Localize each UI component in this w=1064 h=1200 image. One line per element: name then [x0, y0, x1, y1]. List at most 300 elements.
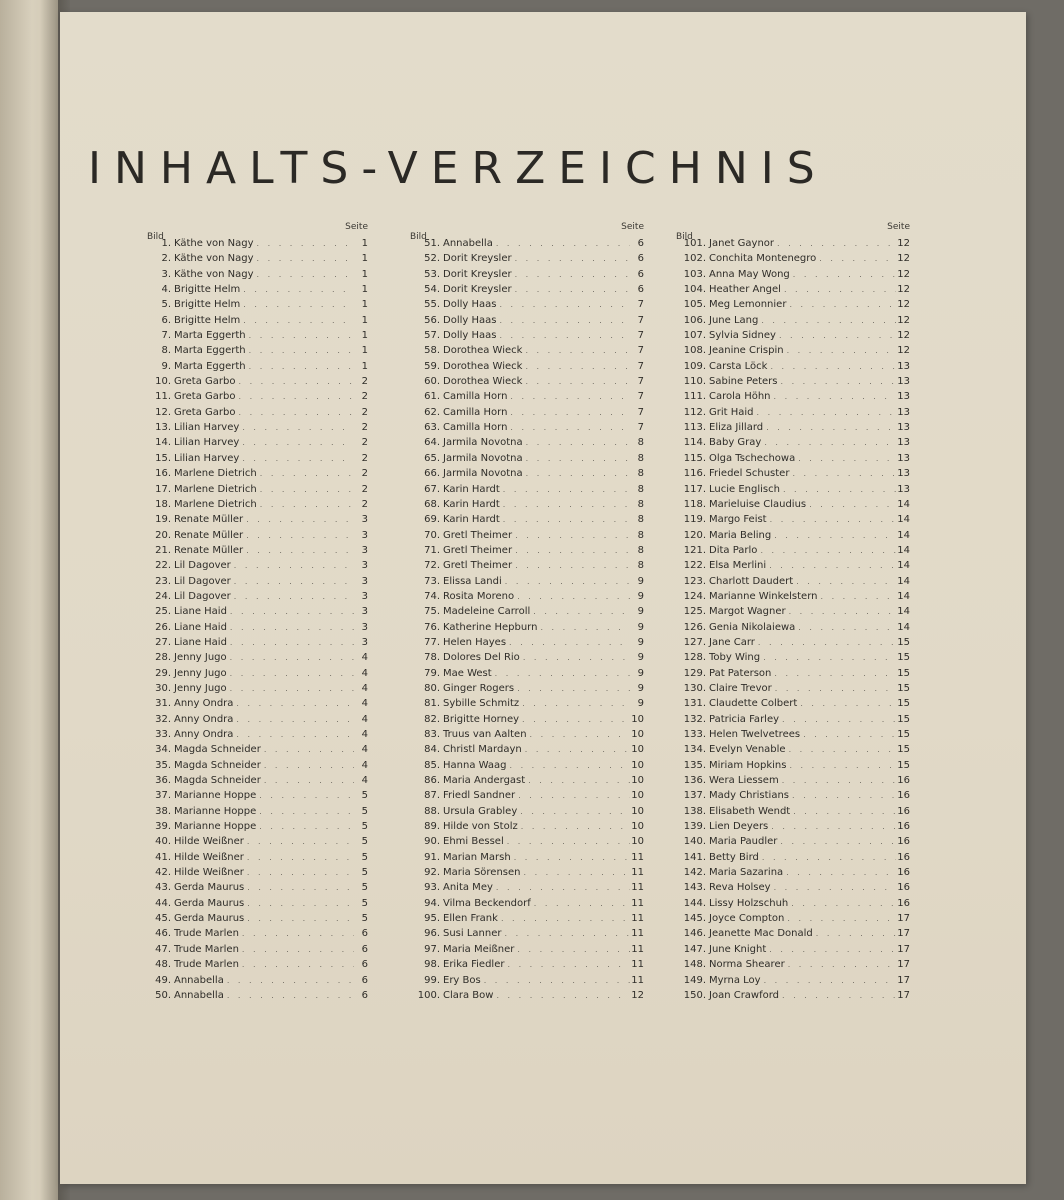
entry-name: Lilian Harvey — [174, 452, 240, 464]
entry-number: 106. — [683, 314, 706, 326]
page-title: INHALTS-VERZEICHNIS — [88, 143, 828, 194]
entry-page: 9 — [637, 636, 644, 648]
entry-number: 133. — [683, 729, 706, 740]
entry-name: Jarmila Novotna — [443, 452, 523, 464]
entry-page: 7 — [637, 422, 644, 434]
entry-name: Annabella — [174, 974, 224, 986]
entry-name: Sybille Schmitz — [443, 698, 520, 710]
entry-name: Heather Angel — [709, 284, 781, 296]
entry-page: 12 — [897, 284, 910, 296]
entry-number: 146. — [683, 928, 706, 940]
dot-leader — [256, 807, 354, 816]
toc-entry — [676, 376, 910, 391]
entry-number: 142. — [683, 867, 706, 879]
dot-leader — [244, 899, 354, 908]
dot-leader — [506, 761, 630, 770]
header-bild: Bild — [676, 232, 693, 242]
toc-entry — [410, 422, 644, 437]
entry-name: Grit Haid — [709, 406, 754, 418]
dot-leader — [514, 592, 630, 601]
entry-name: Vilma Beckendorf — [443, 897, 531, 909]
toc-entry — [147, 468, 368, 483]
entry-number: 73. — [424, 575, 440, 587]
dot-leader — [522, 377, 630, 386]
dot-leader — [786, 607, 896, 616]
entry-name: Ursula Grabley — [443, 805, 518, 817]
dot-leader — [779, 715, 896, 724]
toc-entry — [410, 407, 644, 422]
dot-leader — [818, 592, 897, 601]
entry-page: 6 — [637, 253, 644, 265]
entry-name: Marta Eggerth — [174, 345, 246, 357]
toc-entry — [410, 499, 644, 514]
entry-name: June Lang — [709, 314, 759, 326]
entry-name: Toby Wing — [709, 652, 761, 664]
entry-name: Dorothea Wieck — [443, 376, 523, 388]
dot-leader — [800, 730, 896, 739]
entry-page: 15 — [897, 698, 910, 710]
entry-name: Elisabeth Wendt — [709, 805, 791, 817]
entry-number: 97. — [424, 943, 440, 955]
entry-name: Sylvia Sidney — [709, 330, 776, 342]
entry-name: Margot Wagner — [709, 606, 786, 618]
entry-name: Helen Twelvetrees — [709, 729, 801, 740]
entry-number: 50. — [155, 989, 171, 1001]
toc-entry — [147, 576, 368, 591]
dot-leader — [772, 684, 896, 693]
column-header — [676, 222, 910, 242]
dot-leader — [239, 960, 354, 969]
entry-page: 13 — [897, 360, 910, 372]
entry-number: 90. — [424, 836, 440, 848]
dot-leader — [261, 745, 354, 754]
entry-page: 1 — [361, 253, 368, 265]
toc-entry — [147, 391, 368, 406]
entry-name: Hilde von Stolz — [443, 821, 518, 833]
entry-name: Jarmila Novotna — [443, 437, 523, 449]
toc-column-1 — [147, 222, 368, 1005]
dot-leader — [761, 438, 896, 447]
toc-entry — [410, 975, 644, 990]
toc-rows — [410, 238, 644, 1005]
entry-page: 10 — [631, 744, 644, 756]
dot-leader — [496, 316, 630, 325]
toc-entry — [147, 867, 368, 882]
entry-number: 40. — [155, 836, 171, 848]
entry-page: 8 — [637, 514, 644, 526]
entry-number: 87. — [424, 790, 440, 802]
dot-leader — [233, 699, 354, 708]
entry-name: Karin Hardt — [443, 498, 500, 510]
entry-name: Annabella — [443, 238, 493, 249]
dot-leader — [525, 776, 630, 785]
entry-page: 11 — [631, 974, 644, 986]
entry-name: Margo Feist — [709, 514, 767, 526]
dot-leader — [227, 607, 354, 616]
dot-leader — [244, 868, 354, 877]
dot-leader — [797, 699, 896, 708]
entry-number: 132. — [683, 713, 706, 725]
entry-name: Evelyn Venable — [709, 744, 786, 756]
dot-leader — [522, 362, 630, 371]
dot-leader — [512, 254, 630, 263]
toc-entry — [147, 928, 368, 943]
toc-entry — [676, 867, 910, 882]
entry-number: 38. — [155, 805, 171, 817]
entry-page: 10 — [631, 836, 644, 848]
dot-leader — [243, 515, 354, 524]
entry-name: Elissa Landi — [443, 575, 502, 587]
entry-name: Marta Eggerth — [174, 330, 246, 342]
entry-name: Käthe von Nagy — [174, 253, 254, 265]
toc-entry — [410, 484, 644, 499]
entry-number: 67. — [424, 483, 440, 495]
toc-entry — [410, 253, 644, 268]
entry-page: 14 — [897, 590, 910, 602]
entry-name: Susi Lanner — [443, 928, 502, 940]
toc-entry — [147, 760, 368, 775]
entry-page: 15 — [897, 667, 910, 679]
entry-number: 70. — [424, 529, 440, 541]
dot-leader — [512, 546, 630, 555]
entry-number: 138. — [683, 805, 706, 817]
entry-page: 13 — [897, 468, 910, 480]
dot-leader — [502, 929, 631, 938]
entry-name: Anna May Wong — [709, 268, 790, 280]
dot-leader — [519, 715, 630, 724]
dot-leader — [496, 331, 630, 340]
dot-leader — [523, 454, 630, 463]
toc-entry — [410, 468, 644, 483]
entry-number: 145. — [683, 913, 706, 925]
toc-entry — [147, 484, 368, 499]
toc-entry — [410, 376, 644, 391]
entry-page: 13 — [897, 422, 910, 434]
toc-column-3 — [676, 222, 910, 1005]
dot-leader — [784, 914, 896, 923]
entry-page: 8 — [637, 452, 644, 464]
entry-page: 12 — [897, 253, 910, 265]
entry-page: 9 — [637, 590, 644, 602]
entry-name: Lucie Englisch — [709, 483, 780, 495]
entry-page: 5 — [361, 882, 368, 894]
header-seite: Seite — [345, 222, 368, 232]
toc-entry — [147, 606, 368, 621]
entry-name: Claire Trevor — [709, 682, 772, 694]
entry-page: 6 — [361, 959, 368, 971]
entry-page: 11 — [631, 928, 644, 940]
dot-leader — [763, 423, 896, 432]
entry-page: 4 — [361, 698, 368, 710]
toc-entry — [147, 683, 368, 698]
entry-page: 6 — [361, 974, 368, 986]
dot-leader — [523, 469, 630, 478]
entry-page: 4 — [361, 729, 368, 740]
entry-name: Betty Bird — [709, 851, 759, 863]
toc-entry — [147, 545, 368, 560]
entry-number: 63. — [424, 422, 440, 434]
dot-leader — [240, 285, 354, 294]
entry-number: 78. — [424, 652, 440, 664]
entry-page: 3 — [361, 544, 368, 556]
dot-leader — [492, 669, 630, 678]
entry-number: 19. — [155, 514, 171, 526]
toc-entry — [147, 698, 368, 713]
dot-leader — [816, 254, 896, 263]
dot-leader — [517, 807, 630, 816]
toc-entry — [410, 714, 644, 729]
entry-number: 52. — [424, 253, 440, 265]
entry-name: Marianne Hoppe — [174, 821, 257, 833]
entry-name: Dolly Haas — [443, 330, 497, 342]
toc-entry — [676, 514, 910, 529]
toc-entry — [147, 975, 368, 990]
entry-number: 141. — [683, 851, 706, 863]
toc-entry — [676, 898, 910, 913]
entry-number: 8. — [161, 345, 171, 357]
entry-number: 115. — [683, 452, 706, 464]
toc-entry — [676, 852, 910, 867]
entry-page: 2 — [361, 468, 368, 480]
entry-number: 54. — [424, 284, 440, 296]
entry-name: Anny Ondra — [174, 729, 234, 740]
dot-leader — [256, 822, 354, 831]
toc-entry — [147, 821, 368, 836]
entry-page: 3 — [361, 560, 368, 572]
dot-leader — [523, 438, 630, 447]
entry-page: 9 — [637, 698, 644, 710]
dot-leader — [498, 914, 630, 923]
entry-number: 6. — [161, 314, 171, 326]
dot-leader — [766, 945, 896, 954]
dot-leader — [793, 577, 896, 586]
entry-number: 56. — [424, 314, 440, 326]
entry-number: 12. — [155, 406, 171, 418]
entry-page: 4 — [361, 652, 368, 664]
entry-page: 1 — [361, 345, 368, 357]
dot-leader — [537, 623, 630, 632]
entry-name: Gerda Maurus — [174, 897, 245, 909]
entry-name: Marlene Dietrich — [174, 498, 257, 510]
entry-page: 1 — [361, 284, 368, 296]
dot-leader — [244, 853, 354, 862]
dot-leader — [257, 469, 354, 478]
toc-entry — [147, 514, 368, 529]
entry-page: 11 — [631, 882, 644, 894]
entry-number: 5. — [161, 299, 171, 311]
toc-entry — [410, 836, 644, 851]
entry-page: 5 — [361, 851, 368, 863]
dot-leader — [771, 669, 896, 678]
toc-entry — [410, 238, 644, 253]
entry-page: 9 — [637, 621, 644, 633]
entry-name: Magda Schneider — [174, 775, 261, 787]
entry-page: 14 — [897, 621, 910, 633]
entry-name: Friedel Schuster — [709, 468, 790, 480]
entry-name: Gerda Maurus — [174, 913, 245, 925]
toc-entry — [410, 622, 644, 637]
entry-number: 58. — [424, 345, 440, 357]
toc-entry — [410, 928, 644, 943]
entry-name: Marianne Hoppe — [174, 790, 257, 802]
entry-page: 5 — [361, 790, 368, 802]
entry-name: Marianne Hoppe — [174, 805, 257, 817]
entry-name: Gerda Maurus — [174, 882, 245, 894]
entry-number: 128. — [683, 652, 706, 664]
dot-leader — [227, 653, 354, 662]
entry-page: 15 — [897, 713, 910, 725]
dot-leader — [522, 745, 630, 754]
entry-number: 31. — [155, 698, 171, 710]
dot-leader — [257, 485, 354, 494]
entry-name: Camilla Horn — [443, 391, 508, 403]
entry-name: Marlene Dietrich — [174, 483, 257, 495]
entry-number: 126. — [683, 621, 706, 633]
dot-leader — [507, 392, 630, 401]
dot-leader — [779, 991, 896, 1000]
entry-number: 118. — [683, 498, 706, 510]
entry-page: 15 — [897, 729, 910, 740]
entry-number: 45. — [155, 913, 171, 925]
entry-number: 26. — [155, 621, 171, 633]
toc-entry — [676, 637, 910, 652]
entry-name: Liane Haid — [174, 636, 227, 648]
dot-leader — [771, 883, 896, 892]
entry-name: Annabella — [174, 989, 224, 1001]
toc-entry — [410, 944, 644, 959]
entry-name: Carsta Löck — [709, 360, 768, 372]
entry-page: 3 — [361, 636, 368, 648]
entry-page: 2 — [361, 376, 368, 388]
dot-leader — [231, 577, 354, 586]
toc-entry — [676, 437, 910, 452]
toc-entry — [147, 591, 368, 606]
entry-name: June Knight — [709, 943, 767, 955]
toc-entry — [147, 407, 368, 422]
entry-page: 11 — [631, 959, 644, 971]
dot-leader — [502, 577, 630, 586]
entry-number: 83. — [424, 729, 440, 740]
toc-entry — [147, 622, 368, 637]
toc-entry — [147, 530, 368, 545]
toc-entry — [147, 714, 368, 729]
dot-leader — [239, 438, 354, 447]
entry-name: Lilian Harvey — [174, 422, 240, 434]
toc-rows — [676, 238, 910, 1005]
entry-name: Hanna Waag — [443, 759, 507, 771]
entry-page: 16 — [897, 867, 910, 879]
entry-name: Conchita Montenegro — [709, 253, 817, 265]
toc-entry — [147, 345, 368, 360]
toc-entry — [147, 944, 368, 959]
entry-number: 76. — [424, 621, 440, 633]
dot-leader — [776, 331, 896, 340]
entry-page: 10 — [631, 775, 644, 787]
entry-page: 11 — [631, 943, 644, 955]
entry-page: 15 — [897, 652, 910, 664]
toc-entry — [147, 499, 368, 514]
entry-number: 139. — [683, 821, 706, 833]
entry-number: 59. — [424, 360, 440, 372]
toc-entry — [676, 990, 910, 1005]
entry-page: 8 — [637, 498, 644, 510]
entry-name: Sabine Peters — [709, 376, 778, 388]
dot-leader — [233, 730, 354, 739]
entry-name: Miriam Hopkins — [709, 759, 787, 771]
entry-name: Elsa Merlini — [709, 560, 767, 572]
entry-name: Gretl Theimer — [443, 544, 513, 556]
entry-name: Greta Garbo — [174, 376, 236, 388]
entry-name: Dolores Del Rio — [443, 652, 520, 664]
toc-entry — [676, 821, 910, 836]
toc-entry — [147, 422, 368, 437]
dot-leader — [254, 254, 354, 263]
dot-leader — [227, 684, 354, 693]
toc-entry — [147, 269, 368, 284]
dot-leader — [512, 561, 630, 570]
entry-page: 3 — [361, 621, 368, 633]
entry-name: Camilla Horn — [443, 422, 508, 434]
entry-page: 9 — [637, 682, 644, 694]
entry-number: 41. — [155, 851, 171, 863]
entry-number: 29. — [155, 667, 171, 679]
entry-number: 93. — [424, 882, 440, 894]
toc-entry — [147, 299, 368, 314]
entry-page: 8 — [637, 468, 644, 480]
entry-number: 66. — [424, 468, 440, 480]
entry-page: 16 — [897, 805, 910, 817]
entry-number: 131. — [683, 698, 706, 710]
entry-name: Jeanette Mac Donald — [709, 928, 813, 940]
entry-page: 4 — [361, 713, 368, 725]
toc-entry — [676, 928, 910, 943]
entry-number: 107. — [683, 330, 706, 342]
entry-name: Hilde Weißner — [174, 851, 244, 863]
entry-page: 16 — [897, 897, 910, 909]
entry-number: 109. — [683, 360, 706, 372]
dot-leader — [511, 853, 630, 862]
entry-name: Katherine Hepburn — [443, 621, 538, 633]
entry-number: 102. — [683, 253, 706, 265]
toc-entry — [676, 944, 910, 959]
toc-entry — [410, 330, 644, 345]
entry-name: Maria Paudler — [709, 836, 778, 848]
entry-number: 34. — [155, 744, 171, 756]
entry-page: 14 — [897, 606, 910, 618]
entry-name: Joan Crawford — [709, 989, 780, 1001]
entry-name: Wera Liessem — [709, 775, 779, 787]
entry-name: Jenny Jugo — [174, 652, 227, 664]
entry-name: Brigitte Helm — [174, 299, 241, 311]
dot-leader — [493, 239, 630, 248]
toc-entry — [676, 806, 910, 821]
entry-name: Dolly Haas — [443, 299, 497, 311]
entry-name: Charlott Daudert — [709, 575, 794, 587]
toc-rows — [147, 238, 368, 1005]
entry-page: 7 — [637, 406, 644, 418]
toc-entry — [410, 284, 644, 299]
entry-name: Magda Schneider — [174, 759, 261, 771]
dot-leader — [759, 853, 896, 862]
toc-entry — [147, 284, 368, 299]
entry-page: 9 — [637, 575, 644, 587]
entry-number: 86. — [424, 775, 440, 787]
toc-entry — [147, 668, 368, 683]
entry-page: 15 — [897, 636, 910, 648]
entry-number: 92. — [424, 867, 440, 879]
entry-name: Dorothea Wieck — [443, 345, 523, 357]
toc-entry — [410, 545, 644, 560]
